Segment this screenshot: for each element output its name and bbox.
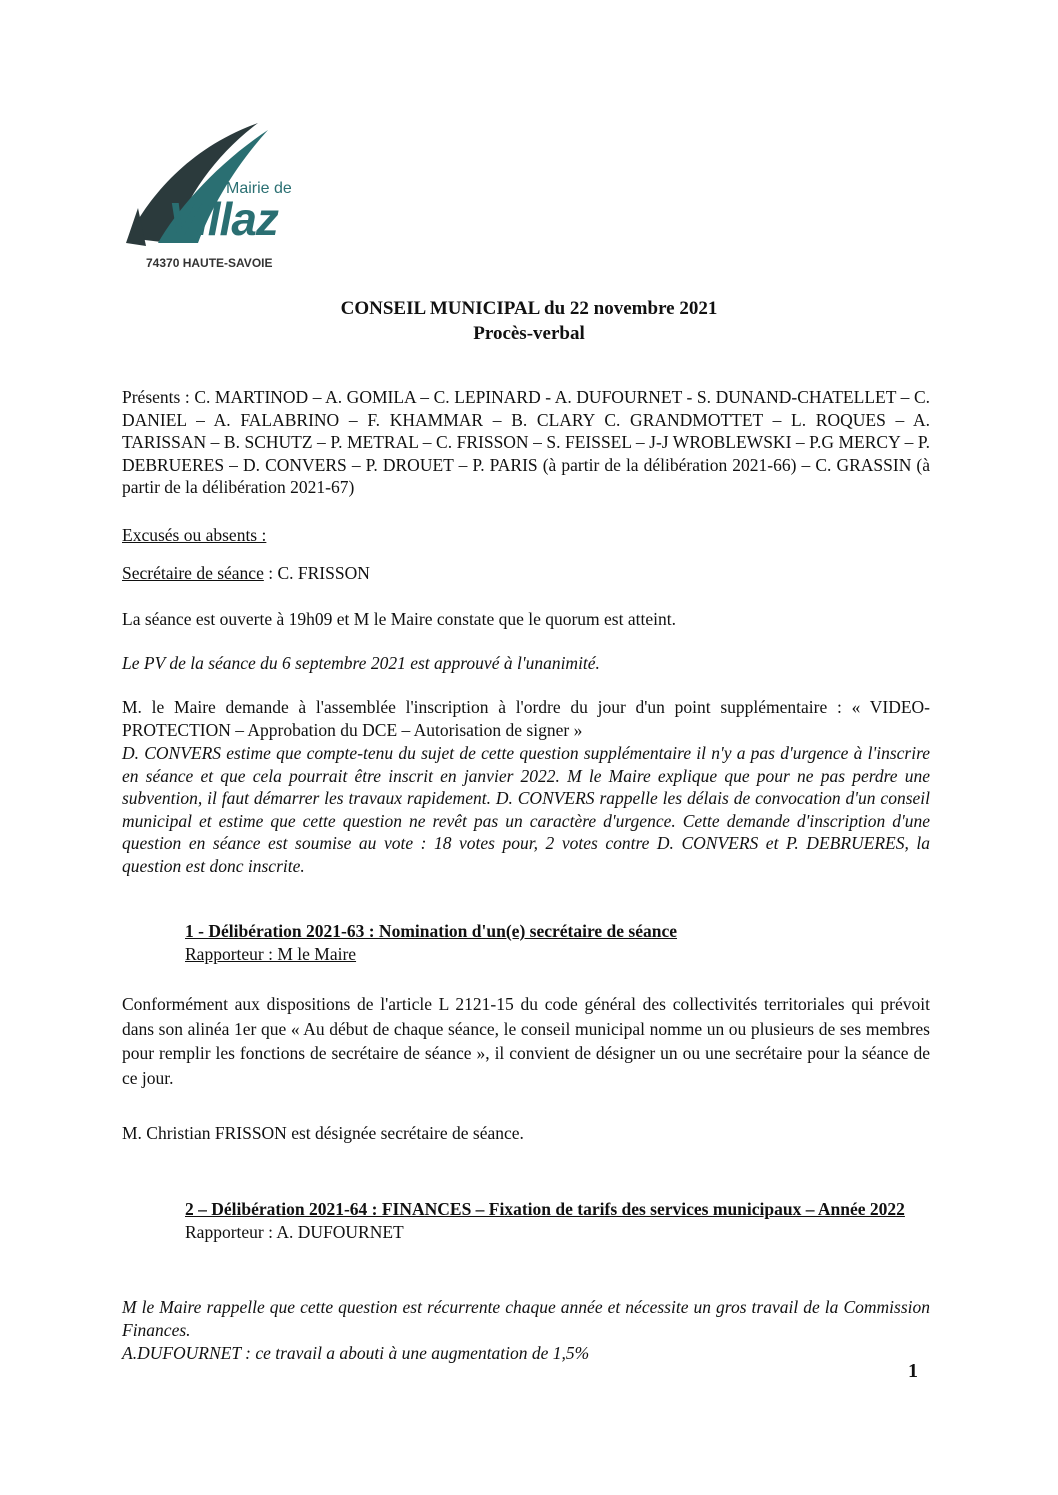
document-title: CONSEIL MUNICIPAL du 22 novembre 2021 (340, 298, 718, 319)
secretaire-label: Secrétaire de séance (122, 563, 264, 583)
pv-approval-paragraph: Le PV de la séance du 6 septembre 2021 est approuvé à l'unanimité. (122, 653, 600, 673)
mairie-logo (118, 118, 308, 296)
delib2-rapporteur: Rapporteur : A. DUFOURNET (185, 1222, 404, 1242)
discussion-paragraph: D. CONVERS estime que compte-tenu du sujet de cette question supplémentaire il n'y a pas d'urgence à l'inscrire en séance et que cela pourrait être inscrit en janvier 2022. M le Maire explique que pour ne pas perdre une subvention, il faut démarrer les travaux rapidement. D. CONVERS rappelle les délais de convocation d'un conseil municipal et estime que cette question ne revêt pas un caractère d'urgence. Cette demande d'inscription d'une question en séance est soumise au vote : 18 votes pour, 2 votes contre D. CONVERS et P. DEBRUERES, la question est donc inscrite. (122, 743, 930, 876)
delib1-body: Conformément aux dispositions de l'article L 2121-15 du code général des collectivités territoriales qui prévoit dans son alinéa 1er que « Au début de chaque séance, le conseil municipal nomme un ou plusieurs de ses membres pour remplir les fonctions de secrétaire de séance », il convient de désigner un ou une secrétaire pour la séance de ce jour. (122, 994, 930, 1088)
ouverture-paragraph: La séance est ouverte à 19h09 et M le Maire constate que le quorum est atteint. (122, 609, 676, 629)
secretaire-line (122, 562, 930, 585)
delib2-dufournet: A.DUFOURNET : ce travail a abouti à une augmentation de 1,5% (122, 1343, 590, 1363)
excuses-label (122, 524, 930, 547)
delib2-body: M le Maire rappelle que cette question est récurrente chaque année et nécessite un gros travail de la Commission Finances. (122, 1297, 930, 1340)
secretaire-value: : C. FRISSON (263, 563, 370, 583)
logo-mairie-text: Mairie de (226, 180, 292, 197)
document-subtitle: Procès-verbal (473, 323, 585, 344)
delib1-rapporteur: Rapporteur : M le Maire (185, 944, 357, 964)
presents-paragraph: Présents : C. MARTINOD – A. GOMILA – C. LEPINARD - A. DUFOURNET - S. DUNAND-CHATELLET – C. DANIEL – A. FALABRINO – F. KHAMMAR – B. CLARY C. GRANDMOTTET – L. ROQUES – A. TARISSAN – B. SCHUTZ – P. METRAL – C. FRISSON – S. FEISSEL – J-J WROBLEWSKI – P.G MERCY – P. DEBRUERES – D. CONVERS – P. DROUET – P. PARIS (à partir de la délibération 2021-66) – C. GRASSIN (à partir de la délibération 2021-67) (122, 387, 930, 497)
logo-villaz-text: Villaz (168, 193, 278, 245)
page-number: 1 (908, 1360, 918, 1382)
delib1-designation: M. Christian FRISSON est désignée secrétaire de séance. (122, 1123, 524, 1143)
delib2-header (185, 1198, 905, 1244)
demande-paragraph: M. le Maire demande à l'assemblée l'inscription à l'ordre du jour d'un point supplémentaire : « VIDEO-PROTECTION – Approbation du DCE – Autorisation de signer » (122, 697, 930, 740)
delib1-heading: 1 - Délibération 2021-63 : Nomination d'un(e) secrétaire de séance (185, 921, 678, 941)
delib1-header (185, 920, 905, 966)
excuses-text: Excusés ou absents : (122, 525, 267, 545)
logo-department-text: 74370 HAUTE-SAVOIE (146, 256, 273, 270)
delib2-heading: 2 – Délibération 2021-64 : FINANCES – Fixation de tarifs des services municipaux – Année 2022 (185, 1199, 905, 1219)
